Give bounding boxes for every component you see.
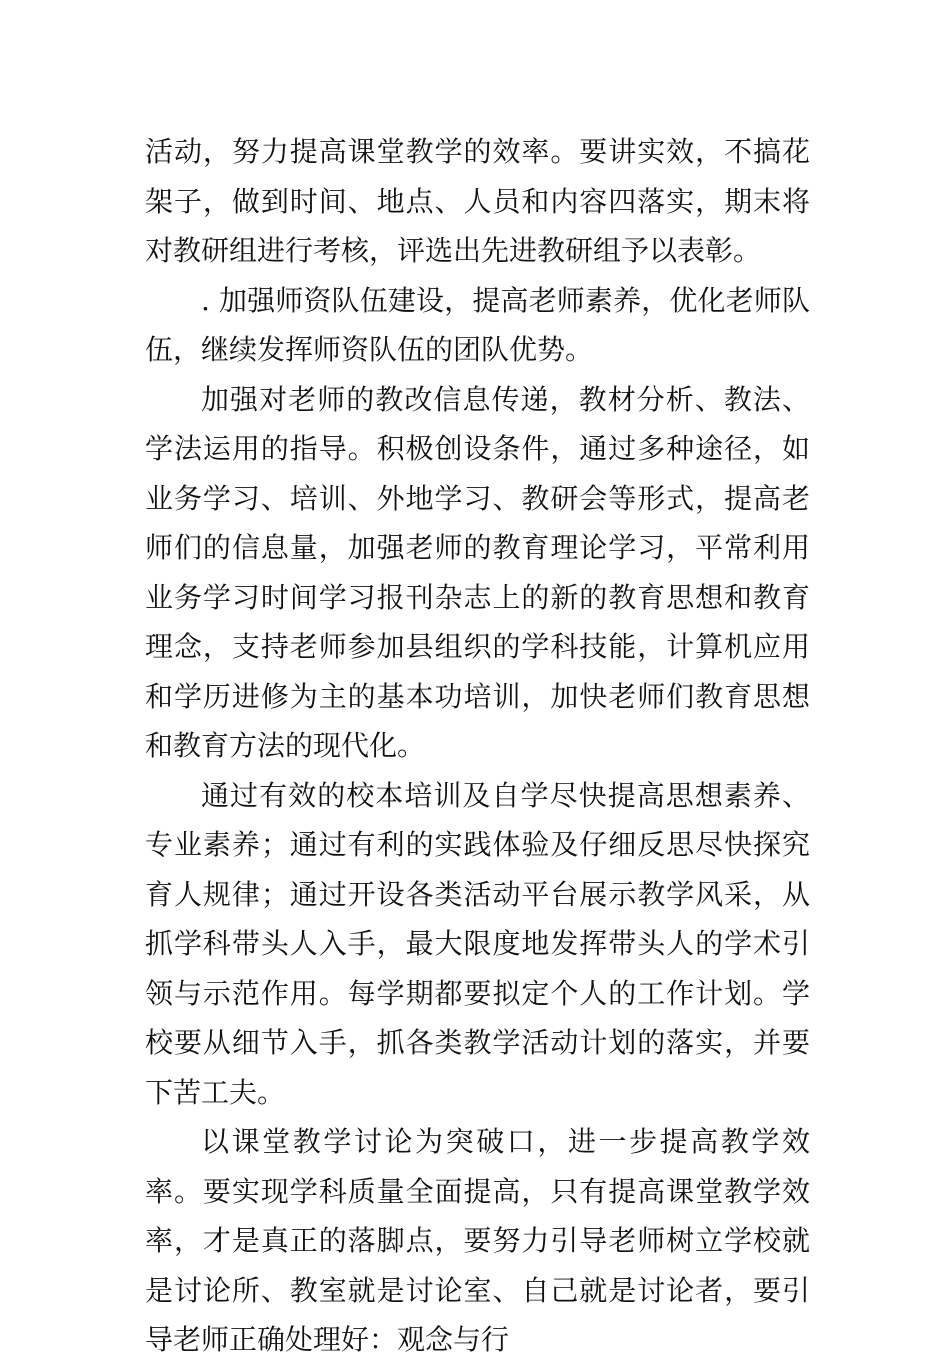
document-body [145, 127, 810, 1365]
paragraph-1: 活动，努力提高课堂教学的效率。要讲实效，不搞花架子，做到时间、地点、人员和内容四落实，期末将对教研组进行考核，评选出先进教研组予以表彰。 [145, 135, 810, 267]
paragraph-2: . 加强师资队伍建设，提高老师素养，优化老师队伍，继续发挥师资队伍的团队优势。 [145, 283, 810, 366]
paragraph-4: 通过有效的校本培训及自学尽快提高思想素养、专业素养；通过有利的实践体验及仔细反思尽快探究育人规律；通过开设各类活动平台展示教学风采，从抓学科带头人入手，最大限度地发挥带头人的学术引领与示范作用。每学期都要拟定个人的工作计划。学校要从细节入手，抓各类教学活动计划的落实，并要下苦工夫。 [145, 778, 810, 1109]
paragraph-5: 以课堂教学讨论为突破口，进一步提高教学效率。要实现学科质量全面提高，只有提高课堂教学效率，才是真正的落脚点，要努力引导老师树立学校就是讨论所、教室就是讨论室、自己就是讨论者，要引导老师正确处理好：观念与行 [145, 1125, 810, 1356]
paragraph-3: 加强对老师的教改信息传递，教材分析、教法、学法运用的指导。积极创设条件，通过多种途径，如业务学习、培训、外地学习、教研会等形式，提高老师们的信息量，加强老师的教育理论学习，平常利用业务学习时间学习报刊杂志上的新的教育思想和教育理念，支持老师参加县组织的学科技能，计算机应用和学历进修为主的基本功培训，加快老师们教育思想和教育方法的现代化。 [145, 382, 810, 762]
